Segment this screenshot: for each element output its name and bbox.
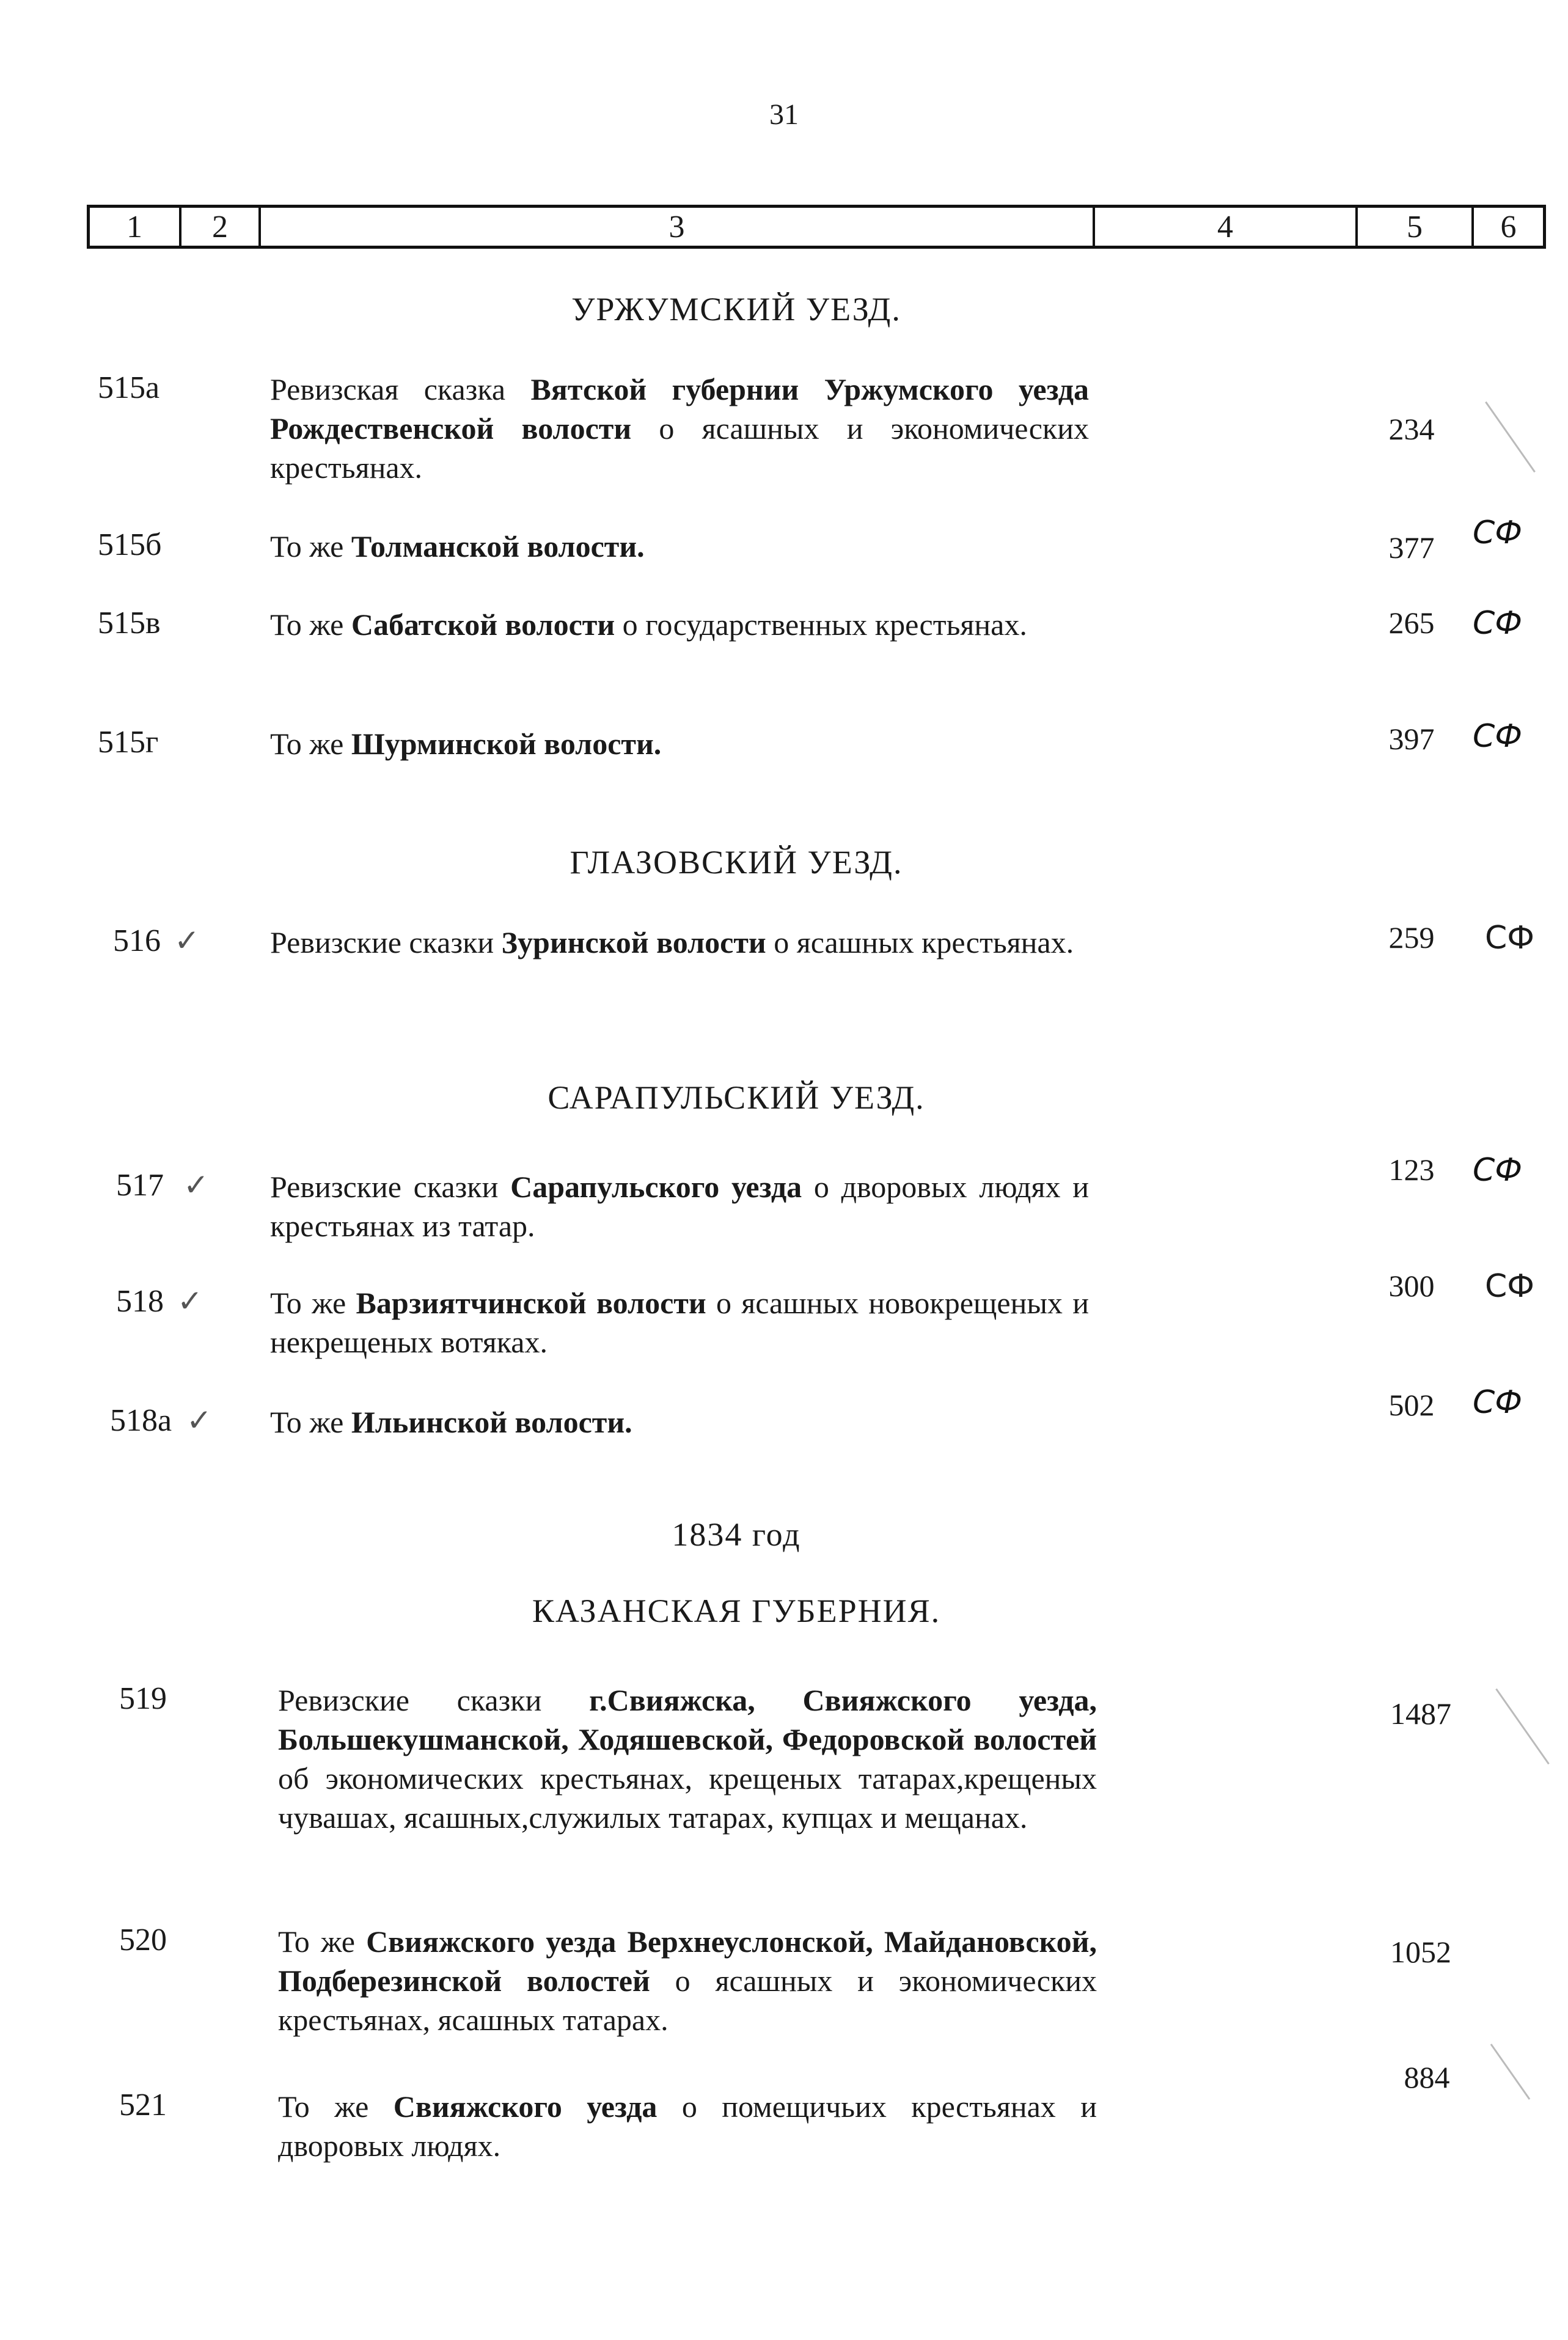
handwritten-mark: СФ: [1473, 718, 1523, 755]
checkmark-icon: ✓: [177, 1284, 203, 1318]
column-header-table: [87, 205, 1546, 249]
pencil-stroke: [1490, 2044, 1531, 2100]
column-header-4: 4: [1095, 208, 1358, 246]
column-header-6: 6: [1500, 209, 1517, 244]
entry-count: 234: [1388, 412, 1435, 446]
entry-description: То же Шурминской волости.: [270, 727, 662, 761]
pencil-stroke: [1495, 1689, 1549, 1765]
handwritten-mark: СФ: [1473, 1384, 1523, 1421]
entry-count: 1052: [1390, 1935, 1451, 1969]
pencil-stroke: [1485, 402, 1536, 472]
handwritten-mark: СФ: [1473, 515, 1523, 551]
entry-number: 519: [119, 1681, 167, 1716]
stamp-mark: СФ: [1485, 920, 1535, 956]
entry-number: 518а: [110, 1403, 172, 1438]
section-heading-glazov: ГЛАЗОВСКИЙ УЕЗД.: [570, 844, 903, 881]
entry-count: 397: [1388, 722, 1435, 756]
entry-number: 515б: [98, 527, 162, 562]
section-heading-kazan: КАЗАНСКАЯ ГУБЕРНИЯ.: [532, 1593, 941, 1629]
page-number: 31: [769, 98, 799, 131]
entry-description: То же Варзиятчинской волости о ясашных новокрещеных и некрещеных вотяках.: [270, 1286, 1089, 1359]
checkmark-icon: ✓: [186, 1403, 212, 1437]
entry-count: 265: [1388, 606, 1435, 640]
entry-description: То же Свияжского уезда Верхнеуслонской, Майдановской, Подберезинской волостей о ясашных и экономических крестьянах, ясашных татарах.: [278, 1924, 1097, 2037]
checkmark-icon: ✓: [183, 1168, 209, 1202]
column-header-5: 5: [1358, 208, 1474, 246]
entry-count: 1487: [1390, 1696, 1451, 1731]
entry-number: 518: [116, 1284, 164, 1319]
entry-number: 517: [116, 1168, 164, 1203]
entry-count: 884: [1404, 2060, 1450, 2094]
column-header-3: 3: [261, 208, 1095, 246]
entry-number: 516: [113, 923, 161, 958]
entry-count: 502: [1388, 1388, 1435, 1422]
entry-description: Ревизская сказка Вятской губернии Уржумского уезда Рождественской волости о ясашных и экономических крестьянах.: [270, 372, 1089, 485]
entry-description: То же Свияжского уезда о помещичьих крестьянах и дворовых людях.: [278, 2089, 1097, 2163]
section-heading-sarapul: САРАПУЛЬСКИЙ УЕЗД.: [548, 1079, 925, 1116]
column-header-1: 1: [90, 208, 181, 246]
checkmark-icon: ✓: [174, 923, 200, 958]
section-heading-urzhum: УРЖУМСКИЙ УЕЗД.: [571, 291, 901, 328]
entry-number: 515а: [98, 370, 160, 405]
year-heading: 1834 год: [672, 1516, 801, 1553]
stamp-mark: СФ: [1485, 1268, 1535, 1305]
entry-number: 515г: [98, 725, 159, 760]
entry-count: 300: [1388, 1269, 1435, 1303]
entry-description: То же Ильинской волости.: [270, 1405, 632, 1439]
handwritten-mark: СФ: [1473, 1152, 1523, 1189]
entry-description: То же Сабатской волости о государственных крестьянах.: [270, 607, 1027, 642]
entry-count: 123: [1388, 1153, 1435, 1187]
entry-count: 259: [1388, 920, 1435, 955]
entry-description: Ревизские сказки г.Свияжска, Свияжского уезда, Большекушманской, Ходяшевской, Федоровской волостей об экономических крестьянах, крещеных татарах,крещеных чувашах, ясашных,служилых татарах, купцах и мещанах.: [278, 1683, 1097, 1835]
handwritten-mark: СФ: [1473, 605, 1523, 642]
entry-description: Ревизские сказки Сарапульского уезда о дворовых людях и крестьянах из татар.: [270, 1170, 1089, 1243]
entry-description: Ревизские сказки Зуринской волости о ясашных крестьянах.: [270, 925, 1074, 959]
entry-number: 515в: [98, 606, 161, 640]
entry-description: То же Толманской волости.: [270, 529, 645, 563]
entry-count: 377: [1388, 530, 1435, 565]
column-header-2: 2: [181, 208, 261, 246]
entry-number: 520: [119, 1923, 167, 1957]
entry-number: 521: [119, 2088, 167, 2122]
